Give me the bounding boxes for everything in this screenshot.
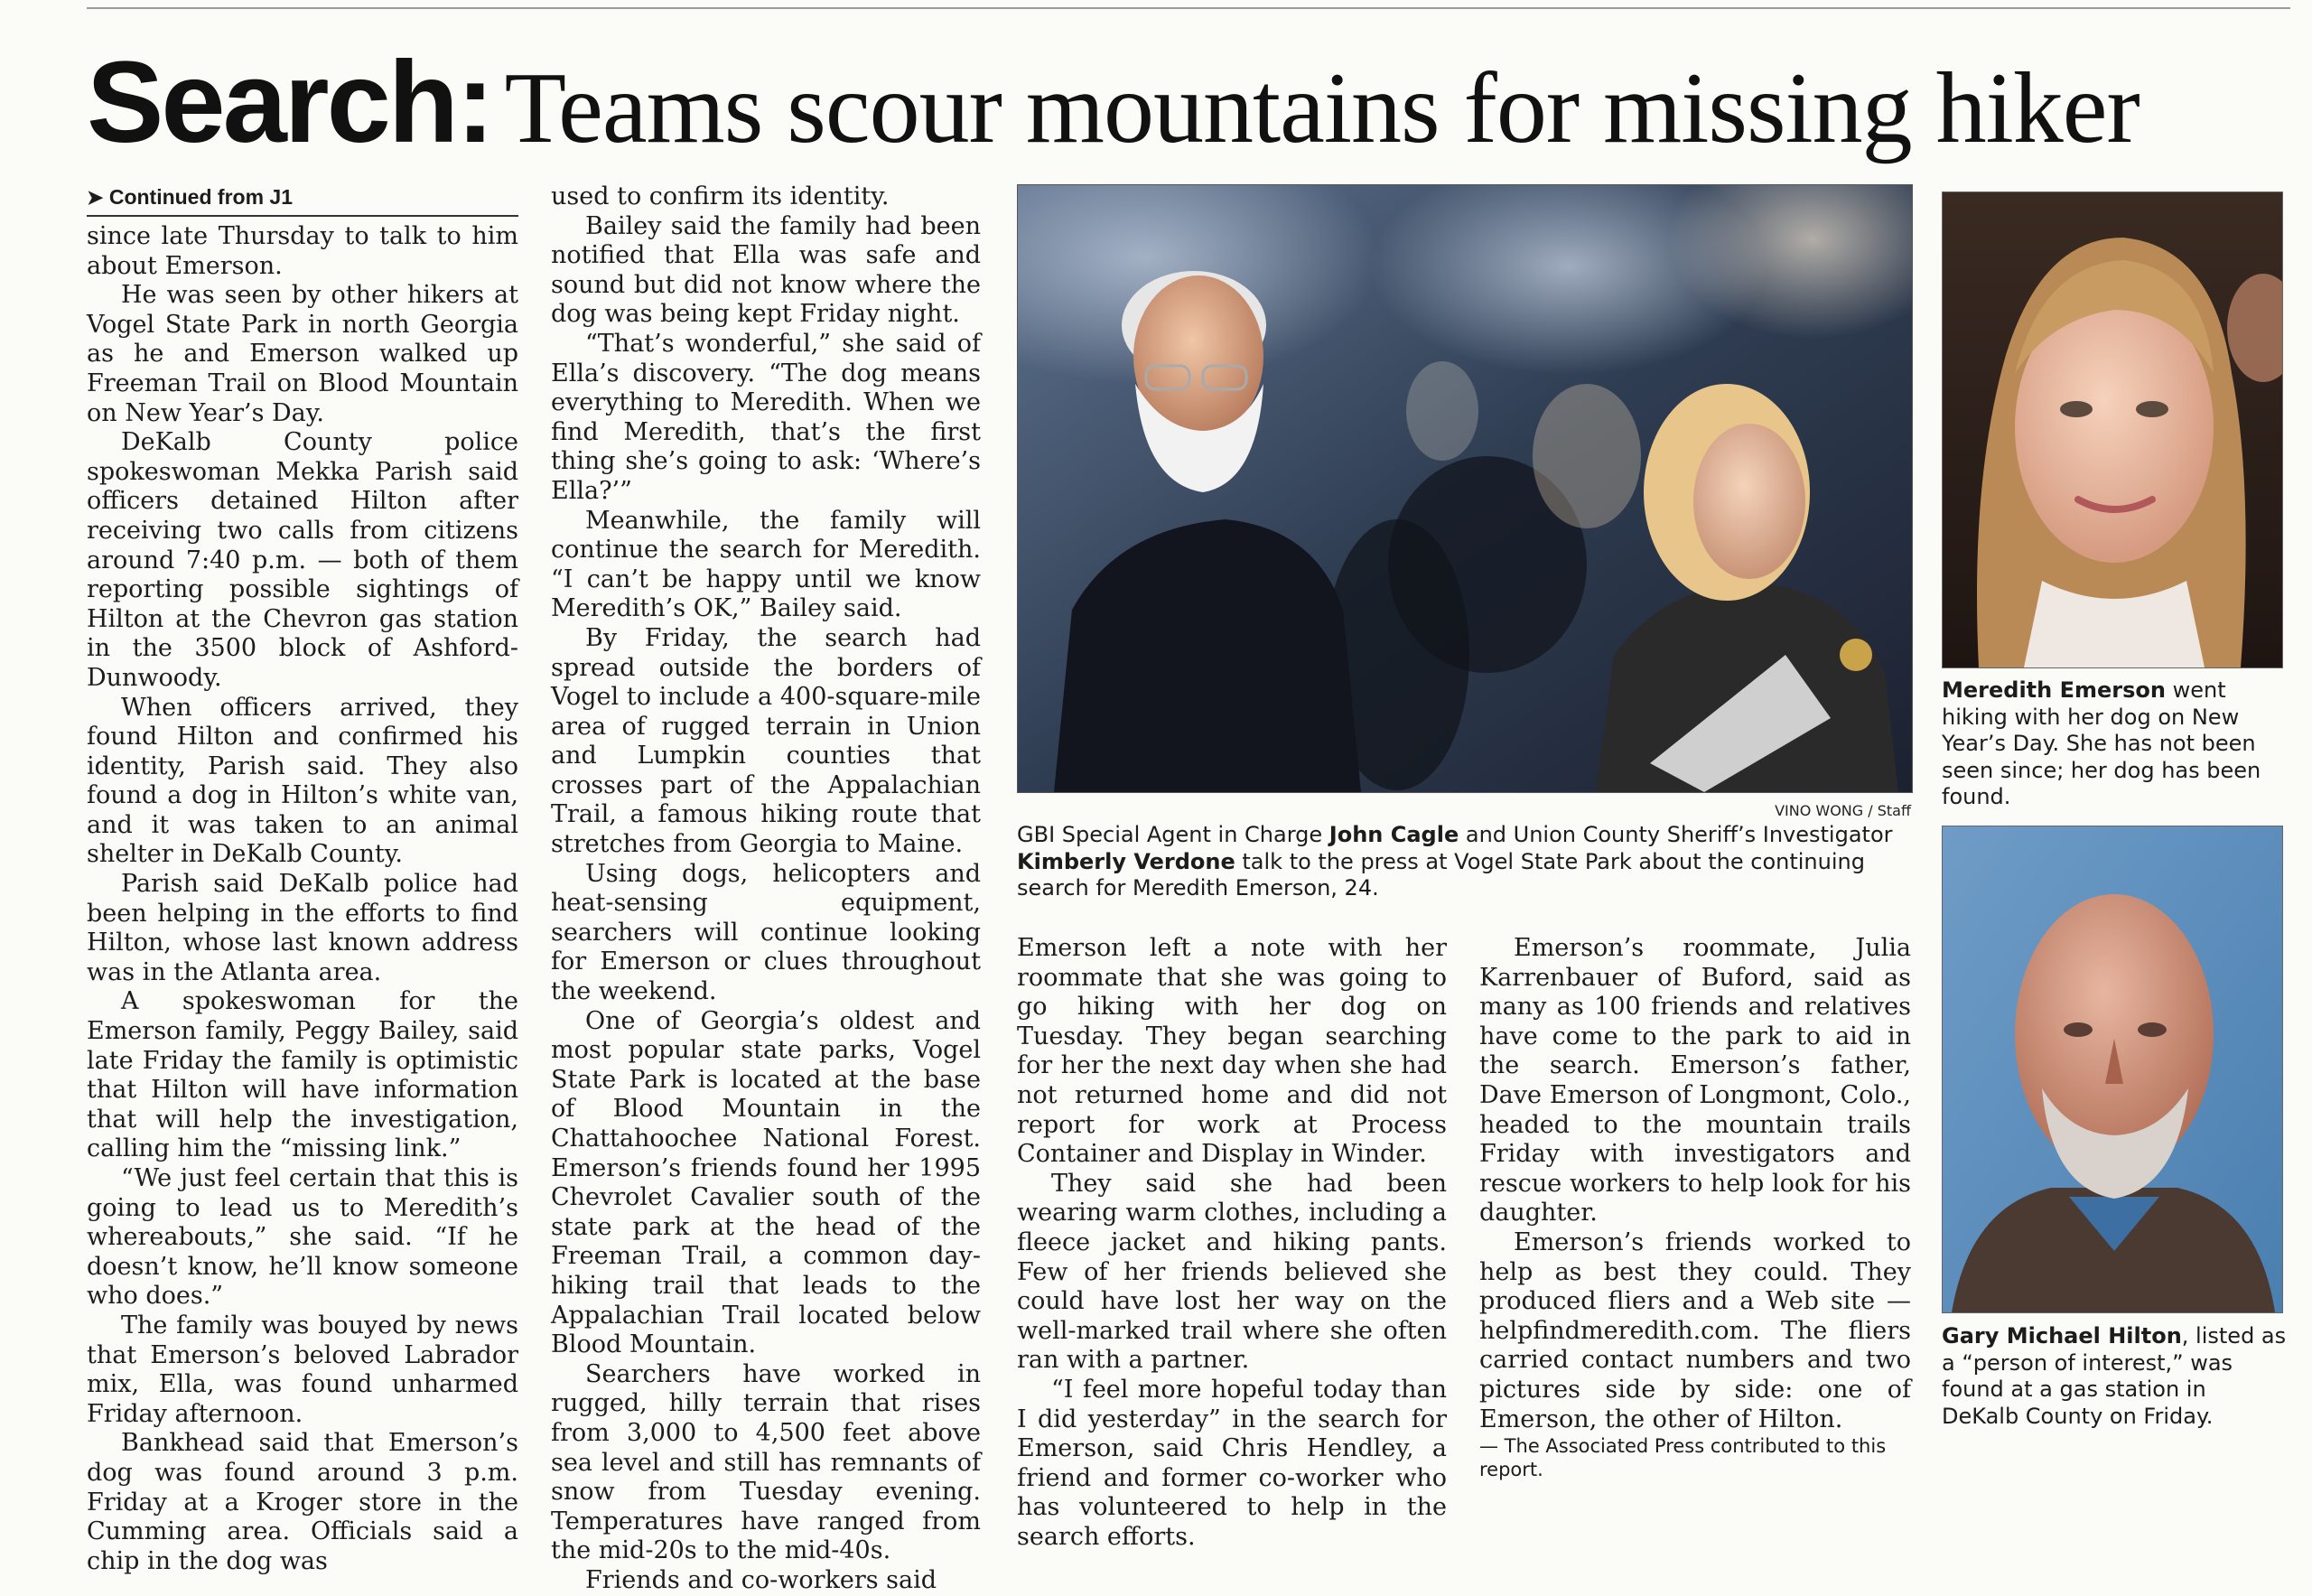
emerson-photo	[1943, 192, 2282, 667]
paragraph: When officers arrived, they found Hilton and confirmed his identity, Parish said. They also found a dog in Hilton’s white van, and it was taken to an animal shelter in DeKalb County.	[87, 693, 518, 869]
paragraph: Searchers have worked in rugged, hilly terrain that rises from 3,000 to 4,500 feet above sea level and still has remnants of snow from Tuesday evening. Temperatures have ranged from the mid-20s to the mid-40s.	[551, 1359, 981, 1565]
paragraph: Emerson’s roommate, Julia Karrenbauer of Buford, said as many as 100 friends and relatives have come to the park to aid in the search. Emerson’s father, Dave Emerson of Longmont, Colo., headed to the mountain trails Friday with investigators and rescue workers to help look for his daughter.	[1479, 934, 1911, 1227]
paragraph: Emerson left a note with her roommate that she was going to go hiking with her dog on Tuesday. They began searching for her the next day when she had not returned home and did not report for work at Process Container and Display in Winder.	[1017, 934, 1447, 1169]
contributor-note: — The Associated Press contributed to this report.	[1479, 1435, 1887, 1481]
caption-name: Meredith Emerson	[1942, 677, 2166, 703]
paragraph: One of Georgia’s oldest and most popular state parks, Vogel State Park is located at the base of Blood Mountain in the Chattahoochee National Forest. Emerson’s friends found her 1995 Chevrolet Cavalier south of the state park at the head of the Freeman Trail, a common day-hiking trail that leads to the Appalachian Trail located below Blood Mountain.	[551, 1006, 981, 1359]
article-column-4	[1479, 934, 1911, 1481]
article-column-1	[87, 182, 518, 1576]
caption-text: GBI Special Agent in Charge	[1017, 822, 1329, 847]
article-column-2	[551, 182, 981, 1596]
paragraph: Bankhead said that Emerson’s dog was found around 3 p.m. Friday at a Kroger store in the Cumming area. Officials said a chip in the dog was	[87, 1429, 518, 1575]
paragraph: He was seen by other hikers at Vogel State Park in north Georgia as he and Emerson walked up Freeman Trail on Blood Mountain on New Year’s Day.	[87, 281, 518, 427]
paragraph: Meanwhile, the family will continue the search for Meredith. “I can’t be happy until we know Meredith’s OK,” Bailey said.	[551, 506, 981, 623]
portrait-hilton	[1942, 826, 2283, 1313]
paragraph: DeKalb County police spokeswoman Mekka Parish said officers detained Hilton after receiving two calls from citizens around 7:40 p.m. — both of them reporting possible sightings of Hilton at the Chevron gas station in the 3500 block of Ashford-Dunwoody.	[87, 428, 518, 692]
paragraph: They said she had been wearing warm clothes, including a fleece jacket and hiking pants. Few of her friends believed she could have lost her way on the well-marked trail where she often ran with a partner.	[1017, 1169, 1447, 1375]
caption-name: Kimberly Verdone	[1017, 848, 1235, 874]
paragraph: used to confirm its identity.	[551, 182, 890, 210]
headline-kicker: Search:	[87, 38, 492, 167]
paragraph: By Friday, the search had spread outside the borders of Vogel to include a 400-square-mile area of rugged terrain in Union and Lumpkin counties that crosses part of the Appalachian Trail, a famous hiking route that stretches from Georgia to Maine.	[551, 623, 981, 859]
paragraph: since late Thursday to talk to him about Emerson.	[87, 222, 518, 280]
caption-text: and Union County Sheriff’s Investigator	[1459, 822, 1893, 847]
press-conference-photo	[1018, 185, 1912, 792]
photo-credit: VINO WONG / Staff	[1775, 802, 1911, 819]
paragraph: Using dogs, helicopters and heat-sensing equipment, searchers will continue looking for Emerson or clues throughout the weekend.	[551, 859, 981, 1006]
jump-label: Continued from J1	[108, 185, 293, 209]
paragraph: “That’s wonderful,” she said of Ella’s discovery. “The dog means everything to Meredith. When we find Meredith, that’s the first thing she’s going to ask: ‘Where’s Ella?’”	[551, 329, 981, 505]
caption-text: , listed as a “person of interest,” was found at a gas station in DeKalb County on Friday.	[1942, 1323, 2287, 1429]
paragraph: The family was bouyed by news that Emerson’s beloved Labrador mix, Ella, was found unharmed Friday afternoon.	[87, 1311, 518, 1428]
paragraph: “We just feel certain that this is going to lead us to Meredith’s whereabouts,” she said. “If he doesn’t know, he’ll know someone who does.”	[87, 1164, 518, 1311]
article-column-3	[1017, 934, 1447, 1552]
caption-text: talk to the press at Vogel State Park about the continuing search for Meredith Emerson, 24.	[1017, 848, 1865, 901]
main-photo	[1017, 184, 1913, 793]
hilton-photo	[1943, 826, 2282, 1312]
caption-name: Gary Michael Hilton	[1942, 1323, 2182, 1349]
headline	[87, 36, 2290, 167]
jump-arrow-icon: ➤	[87, 186, 104, 209]
headline-title: Teams scour mountains for missing hiker	[504, 52, 2140, 164]
paragraph: Emerson’s friends worked to help as best they could. They produced fliers and a Web site — helpfindmeredith.com. The fliers carried contact numbers and two pictures side by side: one of Emerson, the other of Hilton.	[1479, 1227, 1911, 1433]
paragraph: Bailey said the family had been notified that Ella was safe and sound but did not know where the dog was being kept Friday night.	[551, 211, 981, 329]
hilton-caption	[1942, 1323, 2289, 1430]
paragraph: Friends and co-workers said	[585, 1565, 937, 1594]
jump-line	[87, 182, 518, 217]
caption-name: John Cagle	[1328, 822, 1459, 847]
paragraph: Parish said DeKalb police had been helping in the efforts to find Hilton, whose last known address was in the Atlanta area.	[87, 870, 518, 986]
paragraph: A spokeswoman for the Emerson family, Peggy Bailey, said late Friday the family is optimistic that Hilton will have information that will help the investigation, calling him the “missing link.”	[87, 987, 518, 1163]
top-rule	[87, 7, 2290, 9]
emerson-caption	[1942, 677, 2289, 811]
portrait-emerson	[1942, 191, 2283, 668]
caption-text: went hiking with her dog on New Year’s Day. She has not been seen since; her dog has been found.	[1942, 677, 2261, 809]
paragraph: “I feel more hopeful today than I did yesterday” in the search for Emerson, said Chris Hendley, a friend and former co-worker who has volunteered to help in the search efforts.	[1017, 1375, 1447, 1551]
main-photo-caption	[1017, 822, 1911, 902]
